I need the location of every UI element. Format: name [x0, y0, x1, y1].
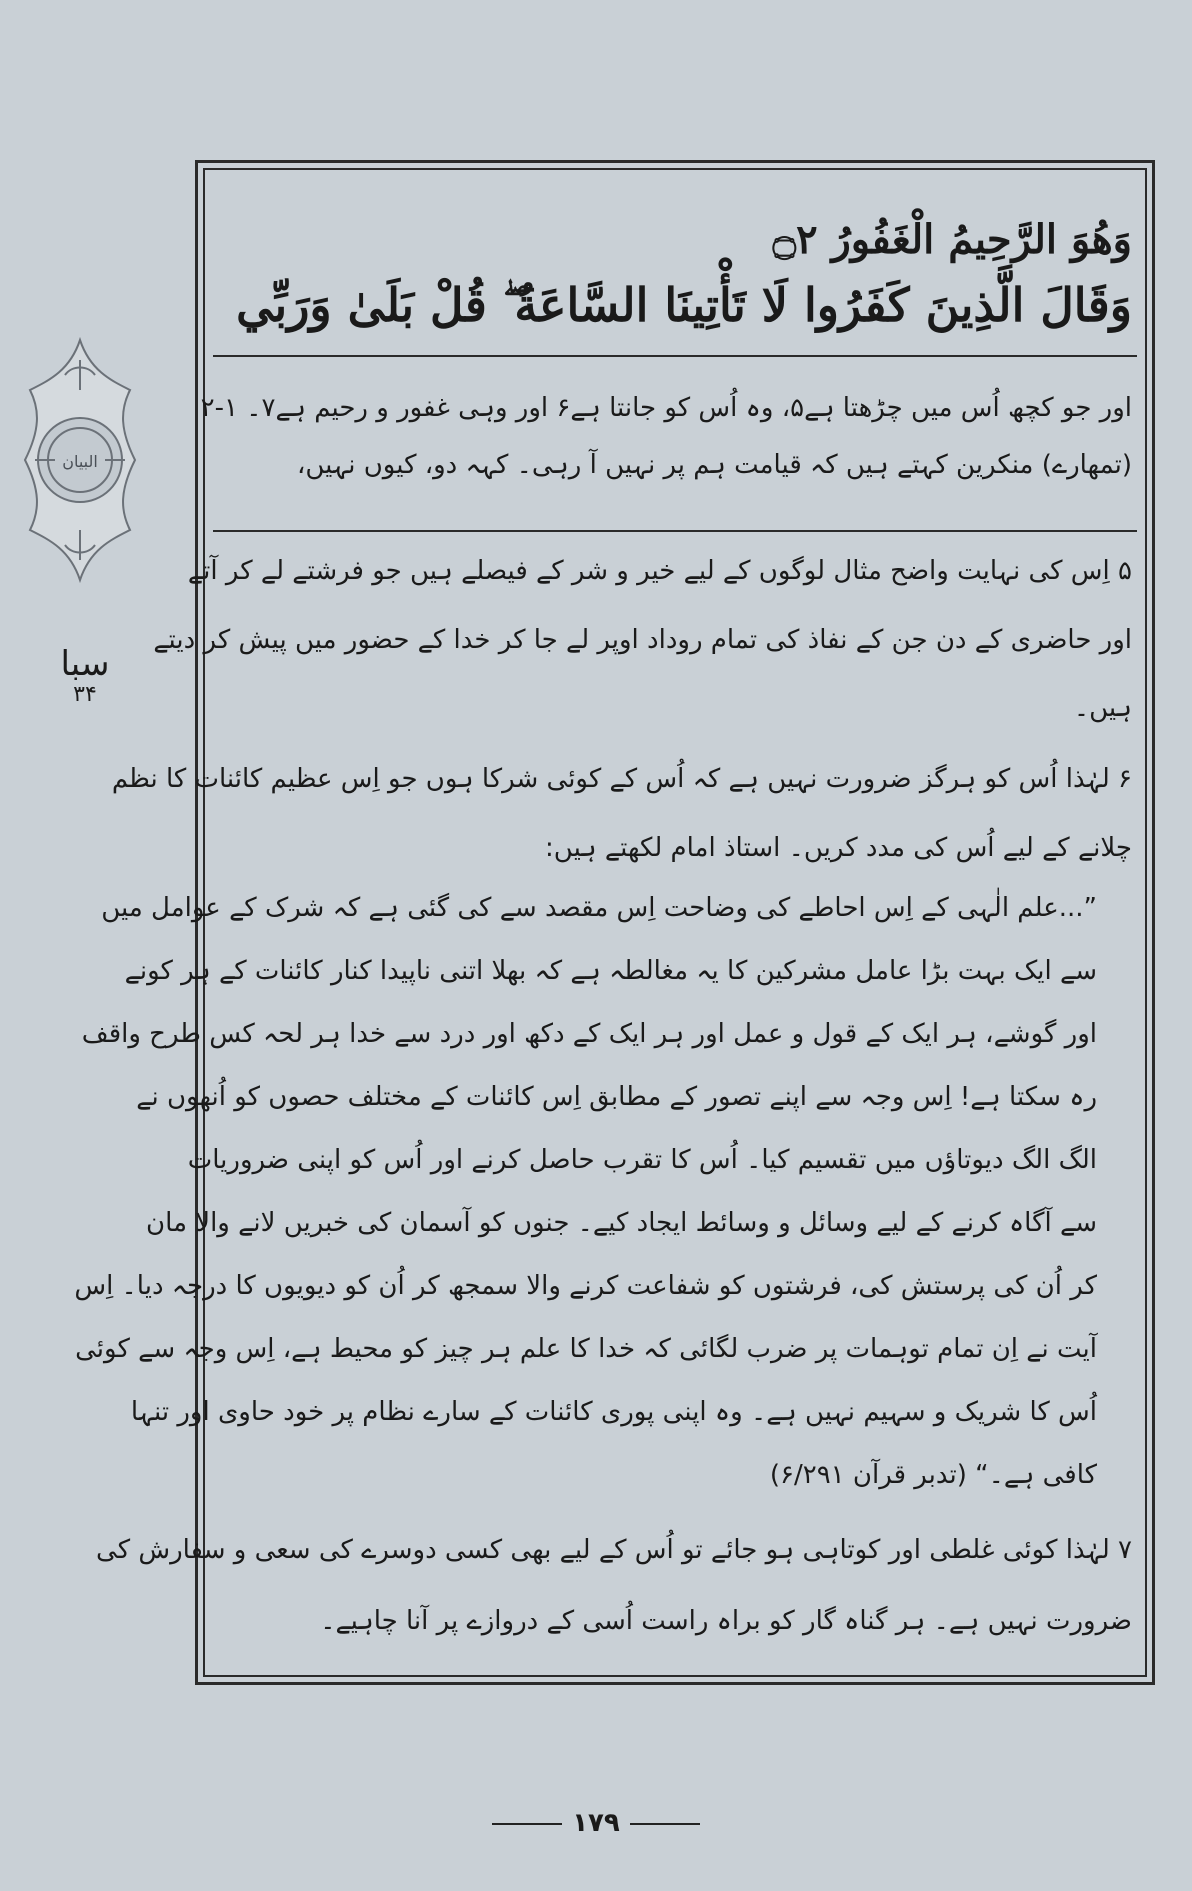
quote-line: رہ سکتا ہے! اِس وجہ سے اپنے تصور کے مطابق اِس کائنات کے مختلف حصوں کو اُنھوں نے	[136, 1082, 1097, 1112]
surah-label	[60, 645, 110, 707]
quote-line: سے آگاہ کرنے کے لیے وسائل و وسائط ایجاد کیے۔ جنوں کو آسمان کی خبریں لانے والا مان	[146, 1208, 1097, 1238]
quote-line: کافی ہے۔“ (تدبر قرآن ۶/۲۹۱)	[769, 1460, 1097, 1490]
quote-line: آیت نے اِن تمام توہمات پر ضرب لگائی کہ خدا کا علم ہر چیز کو محیط ہے، اِس وجہ سے کوئی	[75, 1334, 1097, 1364]
translation-line-1: اور جو کچھ اُس میں چڑھتا ہے۵، وہ اُس کو جانتا ہے۶ اور وہی غفور و رحیم ہے۷۔ ۱-۲	[200, 393, 1132, 423]
arabic-verse-1: وَهُوَ الرَّحِيمُ الْغَفُورُ ۝٢	[772, 216, 1132, 263]
divider	[213, 530, 1137, 532]
footnote-5-line: اور حاضری کے دن جن کے نفاذ کی تمام روداد اوپر لے جا کر خدا کے حضور میں پیش کر دیتے	[153, 625, 1132, 655]
surah-number: ۳۴	[73, 682, 97, 707]
quote-line: ”...علم الٰہی کے اِس احاطے کی وضاحت اِس مقصد سے کی گئی ہے کہ شرک کے عوامل میں	[101, 893, 1097, 923]
page-number-value: ۱۷۹	[572, 1808, 620, 1838]
surah-name: سبا	[60, 644, 110, 684]
quote-line: اُس کا شریک و سہیم نہیں ہے۔ وہ اپنی پوری کائنات کے سارے نظام پر خود حاوی اور تنہا	[130, 1397, 1097, 1427]
arabic-verse-2: وَقَالَ الَّذِينَ كَفَرُوا لَا تَأْتِينَا السَّاعَةُ ۖ قُلْ بَلَىٰ وَرَبِّي	[236, 278, 1132, 332]
page-number	[0, 1808, 1192, 1838]
quote-line: کر اُن کی پرستش کی، فرشتوں کو شفاعت کرنے والا سمجھ کر اُن کو دیویوں کا درجہ دیا۔ اِس	[74, 1271, 1097, 1301]
footnote-5-line: ہیں۔	[1073, 693, 1132, 723]
quote-line: الگ الگ دیوتاؤں میں تقسیم کیا۔ اُس کا تقرب حاصل کرنے اور اُس کو اپنی ضروریات	[187, 1145, 1097, 1175]
footnote-5-line: ۵ اِس کی نہایت واضح مثال لوگوں کے لیے خیر و شر کے فیصلے ہیں جو فرشتے لے کر آتے	[187, 556, 1132, 586]
footnote-7-line: ۷ لہٰذا کوئی غلطی اور کوتاہی ہو جائے تو اُس کے لیے بھی کسی دوسرے کی سعی و سفارش کی	[96, 1535, 1132, 1565]
side-ornament	[10, 330, 150, 590]
footnote-6-line: ۶ لہٰذا اُس کو ہرگز ضرورت نہیں ہے کہ اُس کے کوئی شرکا ہوں جو اِس عظیم کائنات کا نظم	[111, 764, 1132, 794]
footnote-7-line: ضرورت نہیں ہے۔ ہر گناہ گار کو براہ راست اُسی کے دروازے پر آنا چاہیے۔	[320, 1606, 1132, 1636]
divider	[213, 355, 1137, 357]
translation-line-2: (تمھارے) منکرین کہتے ہیں کہ قیامت ہم پر نہیں آ رہی۔ کہہ دو، کیوں نہیں،	[296, 450, 1132, 480]
quote-line: سے ایک بہت بڑا عامل مشرکین کا یہ مغالطہ ہے کہ بھلا اتنی ناپیدا کنار کائنات کے ہر کونے	[124, 956, 1097, 986]
quote-line: اور گوشے، ہر ایک کے قول و عمل اور ہر ایک کے دکھ اور درد سے خدا ہر لحہ کس طرح واقف	[81, 1019, 1097, 1049]
footnote-6-line: چلانے کے لیے اُس کی مدد کریں۔ استاذ امام لکھتے ہیں:	[545, 833, 1132, 863]
ornament-label: البيان	[62, 452, 98, 471]
